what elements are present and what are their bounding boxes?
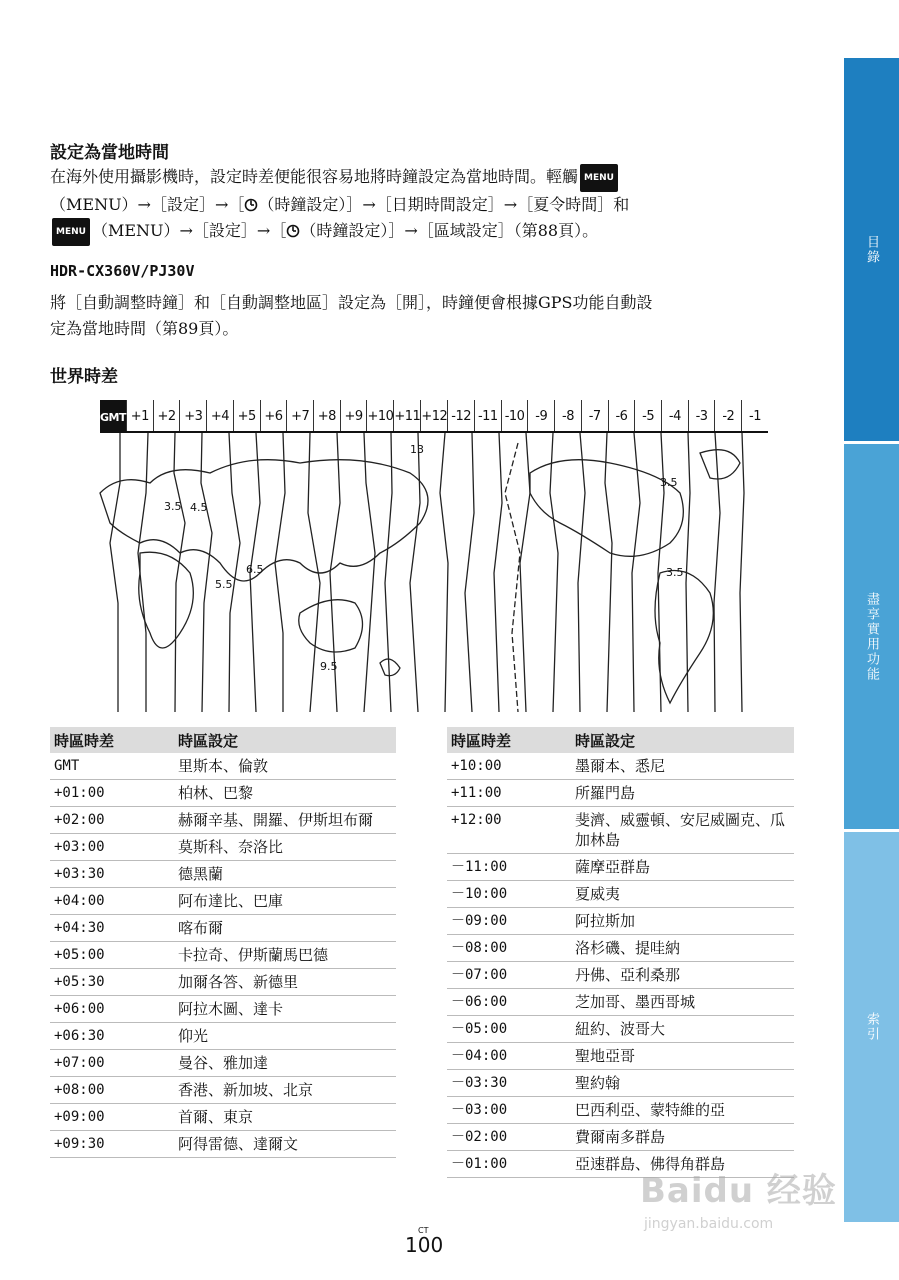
map-label-13: 13 (410, 443, 424, 456)
setting-cell: 洛杉磯、提哇納 (571, 935, 794, 962)
model-title: HDR-CX360V/PJ30V (50, 262, 195, 280)
timezone-cell: +10 (367, 400, 394, 431)
table-header-row (447, 727, 794, 753)
timezone-cell: +1 (127, 400, 154, 431)
table-row (447, 1070, 794, 1097)
offset-cell: +09:00 (50, 1104, 174, 1131)
setting-cell: 首爾、東京 (174, 1104, 396, 1131)
timezone-cell: +3 (180, 400, 207, 431)
setting-cell: 里斯本、倫敦 (174, 753, 396, 780)
table-row (447, 1097, 794, 1124)
offset-cell: +07:00 (50, 1050, 174, 1077)
table-row (50, 753, 396, 780)
setting-cell: 亞速群島、佛得角群島 (571, 1151, 794, 1178)
setting-cell: 香港、新加坡、北京 (174, 1077, 396, 1104)
offset-cell: －01:00 (447, 1151, 571, 1178)
table-row (50, 1023, 396, 1050)
timezone-header-bar (100, 400, 768, 433)
table-row (50, 807, 396, 834)
timezone-cell: +6 (261, 400, 288, 431)
table-row (447, 935, 794, 962)
setting-cell: 赫爾辛基、開羅、伊斯坦布爾 (174, 807, 396, 834)
offset-cell: +12:00 (447, 807, 571, 854)
timezone-cell: GMT (100, 400, 127, 431)
offset-cell: +09:30 (50, 1131, 174, 1158)
offset-cell: +10:00 (447, 753, 571, 780)
offset-cell: +05:00 (50, 942, 174, 969)
map-label-3-5-south: 3.5 (666, 566, 684, 579)
menu-button-icon: MENU (580, 164, 618, 192)
table-row (447, 1016, 794, 1043)
table-row (447, 908, 794, 935)
setting-cell: 費爾南多群島 (571, 1124, 794, 1151)
setting-cell: 聖地亞哥 (571, 1043, 794, 1070)
table-row (447, 1043, 794, 1070)
timezone-cell: -10 (502, 400, 529, 431)
setting-cell: 薩摩亞群島 (571, 854, 794, 881)
table-row (50, 1050, 396, 1077)
offset-cell: +08:00 (50, 1077, 174, 1104)
setting-cell: 斐濟、威靈頓、安尼威圖克、瓜加林島 (571, 807, 794, 854)
setting-cell: 加爾各答、新德里 (174, 969, 396, 996)
table-row (50, 1131, 396, 1158)
setting-cell: 喀布爾 (174, 915, 396, 942)
timezone-cell: -9 (528, 400, 555, 431)
timezone-cell: -5 (635, 400, 662, 431)
timezone-cell: +7 (287, 400, 314, 431)
map-label-6-5: 6.5 (246, 563, 264, 576)
offset-cell: －02:00 (447, 1124, 571, 1151)
table-row (50, 996, 396, 1023)
para-line-2 (50, 192, 795, 218)
timezone-table-right (447, 727, 794, 1178)
para-text: （時鐘設定）］→［日期時間設定］→［夏令時間］和 (258, 195, 630, 214)
offset-cell: －03:30 (447, 1070, 571, 1097)
timezone-cell: +2 (154, 400, 181, 431)
timezone-cell: +12 (421, 400, 448, 431)
local-time-paragraph (50, 164, 795, 246)
baidu-watermark (640, 1163, 837, 1232)
timezone-cell: -2 (715, 400, 742, 431)
offset-cell: GMT (50, 753, 174, 780)
setting-cell: 紐約、波哥大 (571, 1016, 794, 1043)
map-label-5-5: 5.5 (215, 578, 233, 591)
table-row (447, 854, 794, 881)
offset-cell: －04:00 (447, 1043, 571, 1070)
clock-icon (286, 224, 300, 238)
table-row (447, 753, 794, 780)
offset-cell: －06:00 (447, 989, 571, 1016)
table-row (447, 807, 794, 854)
timezone-cell: +8 (314, 400, 341, 431)
offset-cell: +03:30 (50, 861, 174, 888)
page-language-code: CT (418, 1226, 429, 1235)
setting-cell: 卡拉奇、伊斯蘭馬巴德 (174, 942, 396, 969)
table-row (447, 780, 794, 807)
map-label-3-5-tehran: 3.5 (164, 500, 182, 513)
table-row (447, 989, 794, 1016)
para-text: （MENU）→［設定］→［ (91, 221, 287, 240)
table-row (447, 1124, 794, 1151)
tab-contents[interactable]: 目錄 (844, 58, 899, 444)
setting-cell: 阿拉斯加 (571, 908, 794, 935)
section-title-local-time: 設定為當地時間 (50, 143, 169, 163)
offset-cell: +06:30 (50, 1023, 174, 1050)
para-line-1 (50, 164, 795, 192)
header-offset: 時區時差 (447, 727, 571, 753)
offset-cell: +11:00 (447, 780, 571, 807)
timezone-cell: -4 (662, 400, 689, 431)
setting-cell: 墨爾本、悉尼 (571, 753, 794, 780)
offset-cell: +04:00 (50, 888, 174, 915)
timezone-cell: -8 (555, 400, 582, 431)
timezone-cell: -7 (582, 400, 609, 431)
page-number: 100 (405, 1233, 444, 1257)
offset-cell: +01:00 (50, 780, 174, 807)
world-map (80, 433, 768, 712)
section-title-world-time: 世界時差 (50, 367, 118, 387)
map-label-4-5: 4.5 (190, 501, 208, 514)
header-setting: 時區設定 (174, 727, 396, 753)
tab-index[interactable]: 索引 (844, 832, 899, 1222)
setting-cell: 阿拉木圖、達卡 (174, 996, 396, 1023)
tab-useful-functions[interactable]: 盡享實用功能 (844, 444, 899, 832)
map-label-9-5: 9.5 (320, 660, 338, 673)
timezone-cell: -6 (609, 400, 636, 431)
setting-cell: 莫斯科、奈洛比 (174, 834, 396, 861)
map-label-3-5-newfoundland: 3.5 (660, 476, 678, 489)
offset-cell: +02:00 (50, 807, 174, 834)
setting-cell: 芝加哥、墨西哥城 (571, 989, 794, 1016)
setting-cell: 巴西利亞、蒙特維的亞 (571, 1097, 794, 1124)
offset-cell: －05:00 (447, 1016, 571, 1043)
table-header-row (50, 727, 396, 753)
table-row (447, 881, 794, 908)
setting-cell: 聖約翰 (571, 1070, 794, 1097)
timezone-cell: +9 (341, 400, 368, 431)
offset-cell: －03:00 (447, 1097, 571, 1124)
offset-cell: －09:00 (447, 908, 571, 935)
setting-cell: 所羅門島 (571, 780, 794, 807)
timezone-cell: -11 (475, 400, 502, 431)
offset-cell: －10:00 (447, 881, 571, 908)
setting-cell: 丹佛、亞利桑那 (571, 962, 794, 989)
para-text: 在海外使用攝影機時，設定時差便能很容易地將時鐘設定為當地時間。輕觸 (50, 167, 579, 186)
offset-cell: －11:00 (447, 854, 571, 881)
table-row (50, 942, 396, 969)
world-time-map (100, 400, 768, 712)
setting-cell: 曼谷、雅加達 (174, 1050, 396, 1077)
offset-cell: －07:00 (447, 962, 571, 989)
table-row (50, 834, 396, 861)
timezone-cell: -1 (749, 409, 762, 424)
setting-cell: 柏林、巴黎 (174, 780, 396, 807)
timezone-cell: -12 (448, 400, 475, 431)
timezone-table-left (50, 727, 396, 1158)
offset-cell: +05:30 (50, 969, 174, 996)
menu-button-icon: MENU (52, 218, 90, 246)
watermark-brand: Baidu 经验 (640, 1171, 837, 1211)
timezone-cell: -3 (689, 400, 716, 431)
clock-icon (244, 198, 258, 212)
offset-cell: －08:00 (447, 935, 571, 962)
offset-cell: +06:00 (50, 996, 174, 1023)
header-setting: 時區設定 (571, 727, 794, 753)
table-row (50, 969, 396, 996)
table-row (50, 915, 396, 942)
timezone-cell: +5 (234, 400, 261, 431)
model-line-1: 將［自動調整時鐘］和［自動調整地區］設定為［開］，時鐘便會根據GPS功能自動設 (50, 293, 653, 312)
offset-cell: +04:30 (50, 915, 174, 942)
setting-cell: 阿布達比、巴庫 (174, 888, 396, 915)
table-row (50, 780, 396, 807)
setting-cell: 仰光 (174, 1023, 396, 1050)
timezone-cell: +11 (394, 400, 421, 431)
setting-cell: 阿得雷德、達爾文 (174, 1131, 396, 1158)
watermark-url: jingyan.baidu.com (644, 1216, 774, 1232)
timezone-cell: +4 (207, 400, 234, 431)
table-row (50, 861, 396, 888)
setting-cell: 德黑蘭 (174, 861, 396, 888)
setting-cell: 夏威夷 (571, 881, 794, 908)
table-row (50, 1077, 396, 1104)
table-row (447, 962, 794, 989)
para-text: （時鐘設定）］→［區域設定］（第88頁）。 (300, 221, 599, 240)
para-line-3 (50, 218, 795, 246)
para-text: （MENU）→［設定］→［ (50, 195, 245, 214)
table-row (50, 1104, 396, 1131)
model-paragraph (50, 290, 795, 342)
header-offset: 時區時差 (50, 727, 174, 753)
model-line-2: 定為當地時間（第89頁）。 (50, 319, 239, 338)
sidebar-nav (844, 58, 899, 1222)
table-row (50, 888, 396, 915)
offset-cell: +03:00 (50, 834, 174, 861)
